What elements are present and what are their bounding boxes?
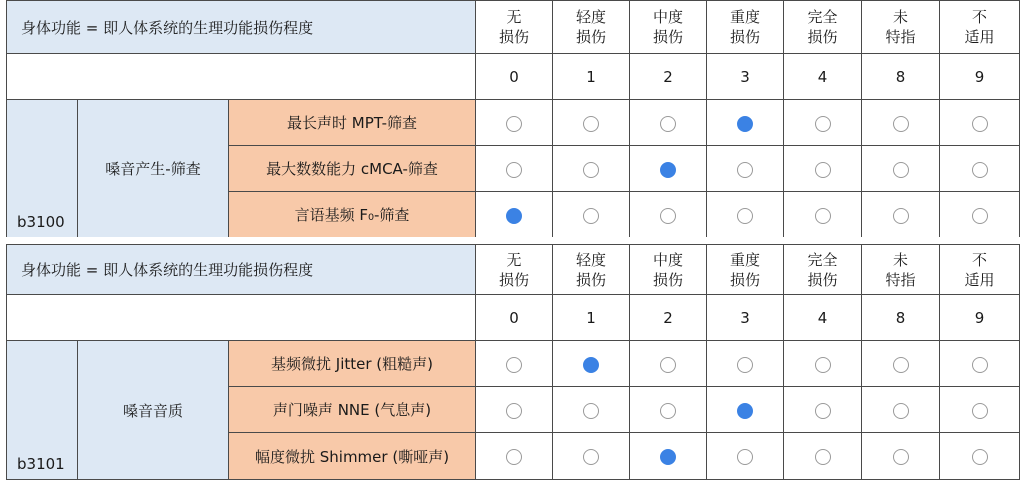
column-header: 完全 损伤: [784, 1, 862, 54]
radio-cell[interactable]: [862, 192, 940, 238]
radio-cell[interactable]: [630, 387, 707, 433]
radio-button[interactable]: [506, 162, 522, 178]
radio-button-selected[interactable]: [737, 403, 753, 419]
table-header-title: 身体功能 = 即人体系统的生理功能损伤程度: [7, 245, 476, 295]
blank-cell: [7, 295, 476, 341]
radio-button[interactable]: [972, 116, 988, 132]
function-category: 嗓音产生-筛查: [78, 100, 229, 238]
assessment-table: [6, 0, 1020, 238]
table-header-title: 身体功能 = 即人体系统的生理功能损伤程度: [7, 1, 476, 54]
radio-cell[interactable]: [476, 100, 553, 146]
radio-cell[interactable]: [476, 341, 553, 387]
radio-cell[interactable]: [862, 146, 940, 192]
radio-button[interactable]: [815, 357, 831, 373]
column-header: 重度 损伤: [707, 1, 784, 54]
radio-button[interactable]: [893, 208, 909, 224]
column-code: 0: [476, 295, 553, 341]
radio-cell[interactable]: [476, 146, 553, 192]
radio-button[interactable]: [972, 449, 988, 465]
radio-button[interactable]: [506, 403, 522, 419]
radio-cell[interactable]: [553, 192, 630, 238]
radio-button[interactable]: [737, 162, 753, 178]
column-code: 2: [630, 295, 707, 341]
radio-button[interactable]: [583, 116, 599, 132]
radio-button-selected[interactable]: [737, 116, 753, 132]
radio-button[interactable]: [972, 357, 988, 373]
radio-cell[interactable]: [476, 192, 553, 238]
radio-cell[interactable]: [784, 387, 862, 433]
radio-cell[interactable]: [940, 192, 1020, 238]
radio-button[interactable]: [660, 403, 676, 419]
radio-cell[interactable]: [862, 341, 940, 387]
assessment-panel-b3101: [6, 244, 1019, 479]
column-code: 4: [784, 54, 862, 100]
radio-button[interactable]: [972, 403, 988, 419]
radio-cell[interactable]: [707, 341, 784, 387]
radio-cell[interactable]: [553, 433, 630, 480]
radio-button-selected[interactable]: [583, 357, 599, 373]
column-header: 不 适用: [940, 245, 1020, 295]
radio-cell[interactable]: [862, 100, 940, 146]
radio-cell[interactable]: [784, 433, 862, 480]
radio-button[interactable]: [506, 357, 522, 373]
column-header: 不 适用: [940, 1, 1020, 54]
radio-cell[interactable]: [940, 433, 1020, 480]
item-label: 最大数数能力 cMCA-筛查: [229, 146, 476, 192]
radio-button[interactable]: [737, 357, 753, 373]
radio-button[interactable]: [506, 116, 522, 132]
radio-button[interactable]: [660, 357, 676, 373]
column-header: 中度 损伤: [630, 1, 707, 54]
radio-button[interactable]: [583, 403, 599, 419]
radio-button[interactable]: [815, 116, 831, 132]
column-code: 1: [553, 295, 630, 341]
radio-button[interactable]: [893, 449, 909, 465]
column-header: 无 损伤: [476, 245, 553, 295]
column-code: 2: [630, 54, 707, 100]
radio-button[interactable]: [815, 449, 831, 465]
assessment-panel-b3100: [6, 0, 1019, 237]
radio-cell[interactable]: [476, 387, 553, 433]
radio-cell[interactable]: [553, 146, 630, 192]
item-label: 最长声时 MPT-筛查: [229, 100, 476, 146]
radio-button[interactable]: [737, 449, 753, 465]
column-code: 3: [707, 54, 784, 100]
radio-cell[interactable]: [707, 146, 784, 192]
column-header: 重度 损伤: [707, 245, 784, 295]
radio-button[interactable]: [893, 357, 909, 373]
radio-cell[interactable]: [553, 387, 630, 433]
column-code: 8: [862, 295, 940, 341]
radio-cell[interactable]: [630, 100, 707, 146]
item-label: 声门噪声 NNE (气息声): [229, 387, 476, 433]
radio-cell[interactable]: [553, 341, 630, 387]
column-header: 轻度 损伤: [553, 1, 630, 54]
column-header: 完全 损伤: [784, 245, 862, 295]
blank-cell: [7, 54, 476, 100]
function-code: b3100: [7, 100, 78, 238]
radio-button[interactable]: [972, 162, 988, 178]
column-header: 中度 损伤: [630, 245, 707, 295]
radio-cell[interactable]: [784, 100, 862, 146]
radio-cell[interactable]: [940, 341, 1020, 387]
radio-button[interactable]: [583, 208, 599, 224]
radio-button[interactable]: [660, 208, 676, 224]
function-code: b3101: [7, 341, 78, 480]
column-code: 4: [784, 295, 862, 341]
radio-cell[interactable]: [940, 100, 1020, 146]
item-label: 幅度微扰 Shimmer (嘶哑声): [229, 433, 476, 480]
column-code: 9: [940, 54, 1020, 100]
column-code: 8: [862, 54, 940, 100]
table-row: [7, 100, 1020, 146]
column-header: 未 特指: [862, 1, 940, 54]
radio-cell[interactable]: [862, 433, 940, 480]
column-header: 未 特指: [862, 245, 940, 295]
radio-button[interactable]: [815, 208, 831, 224]
radio-cell[interactable]: [707, 433, 784, 480]
radio-button[interactable]: [583, 449, 599, 465]
radio-cell[interactable]: [784, 146, 862, 192]
radio-cell[interactable]: [940, 387, 1020, 433]
radio-cell[interactable]: [630, 433, 707, 480]
radio-button-selected[interactable]: [506, 208, 522, 224]
column-code: 3: [707, 295, 784, 341]
radio-cell[interactable]: [476, 433, 553, 480]
radio-cell[interactable]: [553, 100, 630, 146]
radio-button[interactable]: [815, 162, 831, 178]
radio-button[interactable]: [893, 162, 909, 178]
radio-cell[interactable]: [630, 341, 707, 387]
radio-button[interactable]: [815, 403, 831, 419]
table-row: [7, 341, 1020, 387]
radio-cell[interactable]: [862, 387, 940, 433]
radio-button[interactable]: [506, 449, 522, 465]
column-code: 9: [940, 295, 1020, 341]
radio-cell[interactable]: [707, 100, 784, 146]
radio-cell[interactable]: [707, 192, 784, 238]
radio-button[interactable]: [660, 116, 676, 132]
section-gap: [0, 237, 1024, 244]
function-category: 嗓音音质: [78, 341, 229, 480]
radio-button-selected[interactable]: [660, 449, 676, 465]
assessment-table: [6, 244, 1020, 480]
radio-cell[interactable]: [784, 192, 862, 238]
radio-button[interactable]: [893, 403, 909, 419]
radio-button[interactable]: [893, 116, 909, 132]
radio-cell[interactable]: [940, 146, 1020, 192]
radio-button[interactable]: [583, 162, 599, 178]
item-label: 言语基频 F₀-筛查: [229, 192, 476, 238]
column-header: 轻度 损伤: [553, 245, 630, 295]
radio-button[interactable]: [972, 208, 988, 224]
column-code: 1: [553, 54, 630, 100]
column-header: 无 损伤: [476, 1, 553, 54]
radio-cell[interactable]: [630, 192, 707, 238]
radio-cell[interactable]: [630, 146, 707, 192]
radio-button-selected[interactable]: [660, 162, 676, 178]
radio-cell[interactable]: [707, 387, 784, 433]
item-label: 基频微扰 Jitter (粗糙声): [229, 341, 476, 387]
column-code: 0: [476, 54, 553, 100]
radio-button[interactable]: [737, 208, 753, 224]
radio-cell[interactable]: [784, 341, 862, 387]
